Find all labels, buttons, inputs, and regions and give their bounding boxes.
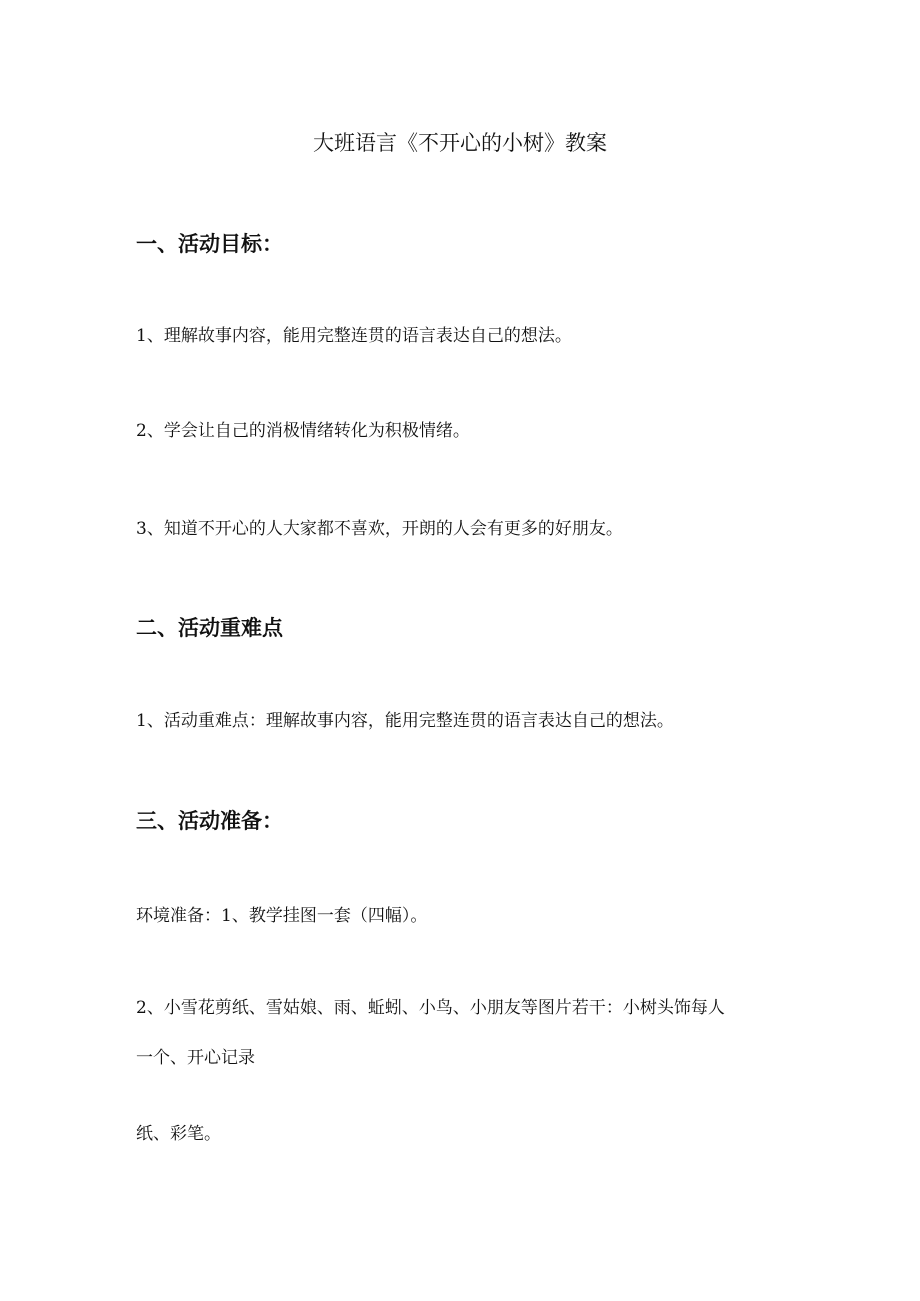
key-point-item-1: 1、活动重难点：理解故事内容，能用完整连贯的语言表达自己的想法。 [136, 711, 674, 731]
objective-item-2: 2、学会让自己的消极情绪转化为积极情绪。 [136, 421, 470, 441]
preparation-item-2-line-2: 一个、开心记录 [136, 1048, 255, 1068]
document-title: 大班语言《不开心的小树》教案 [313, 131, 607, 155]
objective-item-1: 1、理解故事内容，能用完整连贯的语言表达自己的想法。 [136, 326, 572, 346]
preparation-item-2-line-3: 纸、彩笔。 [136, 1124, 221, 1144]
section-heading-preparation: 三、活动准备： [136, 809, 283, 833]
section-heading-objectives: 一、活动目标： [136, 232, 283, 256]
preparation-item-1: 环境准备：1、教学挂图一套（四幅）。 [136, 906, 428, 926]
objective-item-3: 3、知道不开心的人大家都不喜欢，开朗的人会有更多的好朋友。 [136, 519, 623, 539]
section-heading-key-points: 二、活动重难点 [136, 616, 283, 640]
preparation-item-2-line-1: 2、小雪花剪纸、雪姑娘、雨、蚯蚓、小鸟、小朋友等图片若干：小树头饰每人 [136, 998, 725, 1018]
